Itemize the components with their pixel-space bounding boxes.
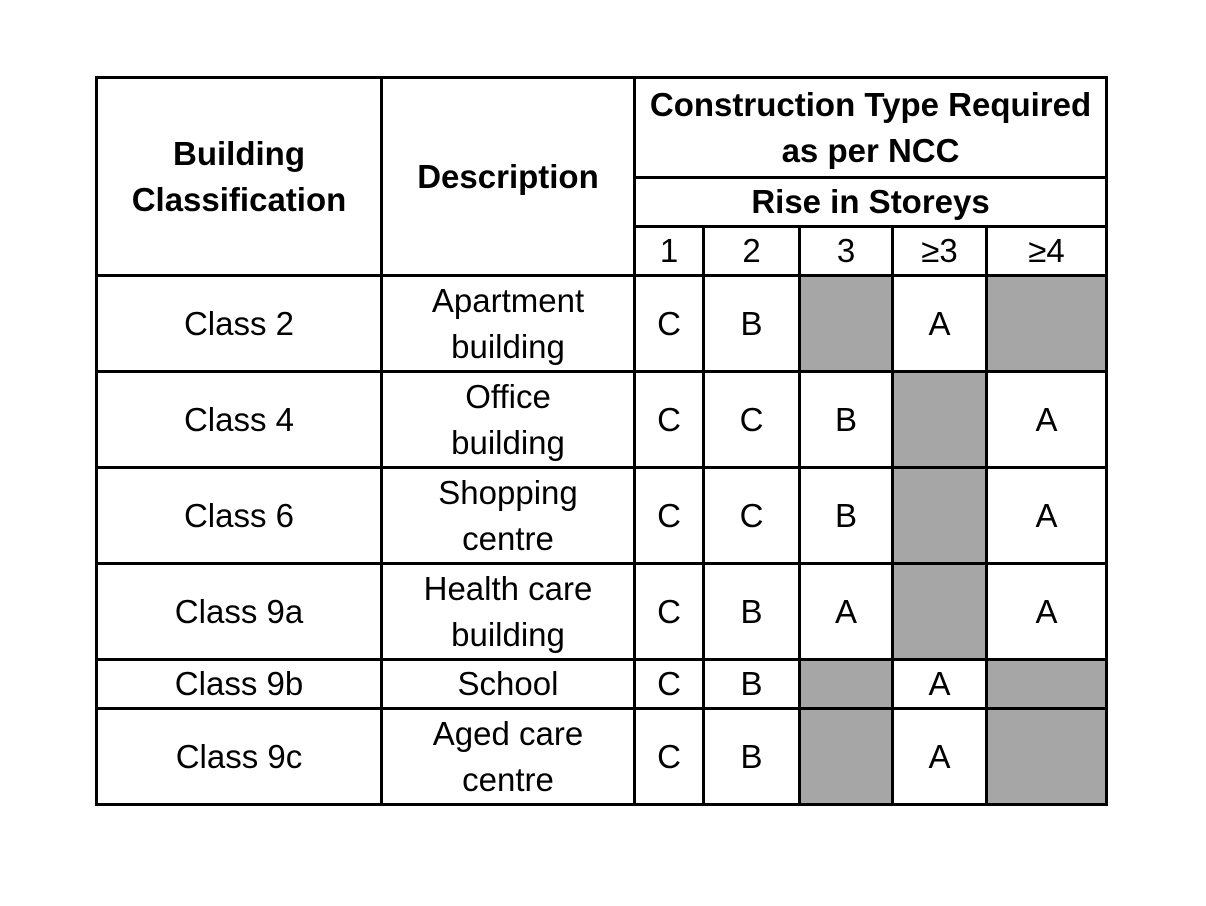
class-cell: Class 9c: [97, 709, 382, 805]
description-cell: Shopping centre: [382, 468, 635, 564]
description-cell: Aged care centre: [382, 709, 635, 805]
class-cell: Class 4: [97, 372, 382, 468]
table-row: [97, 276, 1107, 372]
header-storey-gte4: ≥4: [987, 227, 1107, 276]
header-storey-gte3: ≥3: [893, 227, 987, 276]
value-cell: B: [800, 372, 893, 468]
header-storey-1: 1: [635, 227, 704, 276]
header-building-classification: Building Classification: [97, 78, 382, 276]
value-cell: C: [635, 564, 704, 660]
value-cell: A: [893, 709, 987, 805]
header-construction-type: Construction Type Required as per NCC: [635, 78, 1107, 178]
value-cell: C: [704, 468, 800, 564]
value-cell: [893, 564, 987, 660]
value-cell: B: [800, 468, 893, 564]
description-cell: Office building: [382, 372, 635, 468]
value-cell: [800, 709, 893, 805]
value-cell: [987, 660, 1107, 709]
value-cell: C: [635, 660, 704, 709]
value-cell: B: [704, 660, 800, 709]
value-cell: A: [987, 468, 1107, 564]
construction-type-table: [95, 76, 1108, 806]
table-row: [97, 564, 1107, 660]
class-cell: Class 2: [97, 276, 382, 372]
value-cell: C: [635, 372, 704, 468]
description-cell: School: [382, 660, 635, 709]
header-storey-2: 2: [704, 227, 800, 276]
value-cell: A: [987, 564, 1107, 660]
value-cell: B: [704, 276, 800, 372]
table-row: [97, 709, 1107, 805]
header-description: Description: [382, 78, 635, 276]
value-cell: B: [704, 564, 800, 660]
value-cell: A: [987, 372, 1107, 468]
value-cell: A: [893, 660, 987, 709]
value-cell: C: [635, 468, 704, 564]
value-cell: A: [893, 276, 987, 372]
value-cell: [893, 372, 987, 468]
value-cell: [800, 276, 893, 372]
table-row: [97, 372, 1107, 468]
header-rise-in-storeys: Rise in Storeys: [635, 178, 1107, 227]
value-cell: A: [800, 564, 893, 660]
class-cell: Class 6: [97, 468, 382, 564]
class-cell: Class 9b: [97, 660, 382, 709]
description-cell: Apartment building: [382, 276, 635, 372]
value-cell: [893, 468, 987, 564]
value-cell: B: [704, 709, 800, 805]
value-cell: [800, 660, 893, 709]
description-cell: Health care building: [382, 564, 635, 660]
table-row: [97, 660, 1107, 709]
value-cell: [987, 276, 1107, 372]
value-cell: [987, 709, 1107, 805]
value-cell: C: [635, 709, 704, 805]
value-cell: C: [704, 372, 800, 468]
header-storey-3: 3: [800, 227, 893, 276]
value-cell: C: [635, 276, 704, 372]
table-row: [97, 468, 1107, 564]
class-cell: Class 9a: [97, 564, 382, 660]
